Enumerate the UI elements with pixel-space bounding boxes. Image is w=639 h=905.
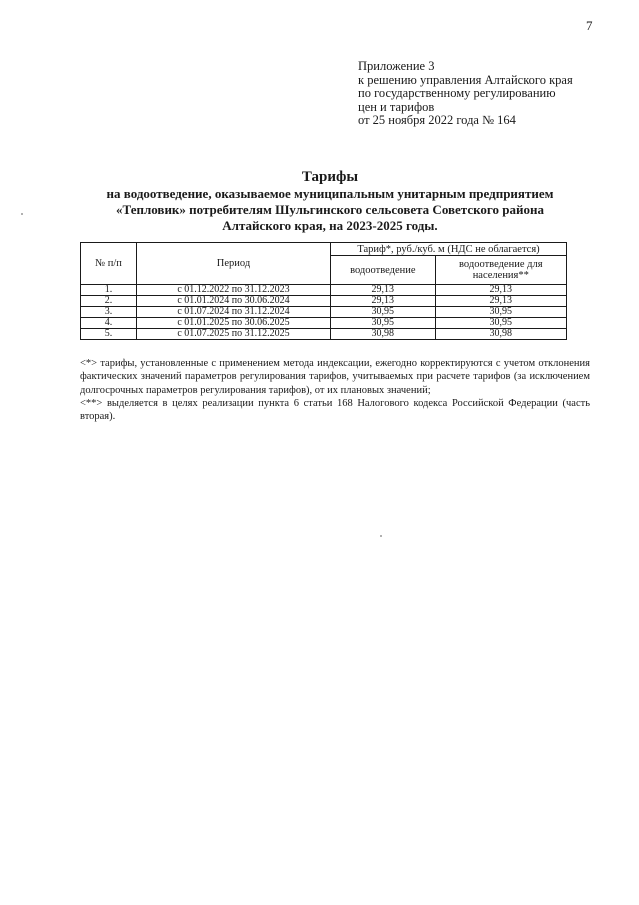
header-wastewater-population-line1: водоотведение для	[459, 259, 543, 270]
cell-period: с 01.01.2024 по 30.06.2024	[137, 296, 331, 307]
cell-number: 4.	[81, 318, 137, 329]
cell-wastewater: 30,98	[331, 329, 436, 340]
footnote: <*> тарифы, установленные с применением метода индексации, ежегодно корректируются с учетом отклонения фактических значений параметров регулирования тарифов, учитываемых при расчете тарифов (за исключением долгосрочных параметров регулирования тарифов), от их плановых значений;	[80, 358, 590, 396]
header-wastewater-population-line2: населения**	[472, 270, 529, 281]
table-row	[81, 318, 567, 329]
appendix-line: цен и тарифов	[358, 99, 435, 114]
cell-wastewater-population: 30,95	[435, 307, 566, 318]
title-line: Алтайского края, на 2023-2025 годы.	[222, 218, 438, 233]
page-number: 7	[586, 18, 593, 33]
table-row	[81, 285, 567, 296]
table-row	[81, 296, 567, 307]
cell-period: с 01.12.2022 по 31.12.2023	[137, 285, 331, 296]
cell-number: 1.	[81, 285, 137, 296]
scan-speck	[21, 213, 23, 215]
header-period: Период	[137, 243, 331, 285]
cell-wastewater: 30,95	[331, 307, 436, 318]
footnotes	[80, 357, 590, 423]
appendix-line: к решению управления Алтайского края	[358, 72, 573, 87]
cell-period: с 01.01.2025 по 30.06.2025	[137, 318, 331, 329]
cell-wastewater: 29,13	[331, 285, 436, 296]
cell-wastewater: 29,13	[331, 296, 436, 307]
appendix-line: Приложение 3	[358, 59, 435, 73]
cell-number: 3.	[81, 307, 137, 318]
document-title	[95, 168, 565, 234]
table-row	[81, 329, 567, 340]
scan-speck	[380, 535, 382, 537]
cell-wastewater-population: 29,13	[435, 285, 566, 296]
cell-wastewater-population: 30,98	[435, 329, 566, 340]
appendix-line: по государственному регулированию	[358, 86, 556, 100]
table-row	[81, 307, 567, 318]
header-wastewater: водоотведение	[331, 256, 436, 285]
header-tariff-group: Тариф*, руб./куб. м (НДС не облагается)	[331, 243, 567, 256]
appendix-header	[358, 60, 573, 128]
cell-period: с 01.07.2025 по 31.12.2025	[137, 329, 331, 340]
cell-wastewater-population: 29,13	[435, 296, 566, 307]
title-line: «Тепловик» потребителям Шульгинского сельсовета Советского района	[116, 202, 544, 217]
footnote: <**> выделяется в целях реализации пункта 6 статьи 168 Налогового кодекса Российской Федерации (часть вторая).	[80, 397, 590, 423]
cell-period: с 01.07.2024 по 31.12.2024	[137, 307, 331, 318]
title-line: на водоотведение, оказываемое муниципальным унитарным предприятием	[106, 186, 554, 201]
header-wastewater-population	[435, 256, 566, 285]
cell-number: 2.	[81, 296, 137, 307]
title-heading: Тарифы	[301, 169, 359, 185]
cell-number: 5.	[81, 329, 137, 340]
header-number: № п/п	[81, 243, 137, 285]
cell-wastewater-population: 30,95	[435, 318, 566, 329]
tariff-table	[80, 242, 567, 340]
cell-wastewater: 30,95	[331, 318, 436, 329]
appendix-line: от 25 ноября 2022 года № 164	[358, 113, 516, 127]
